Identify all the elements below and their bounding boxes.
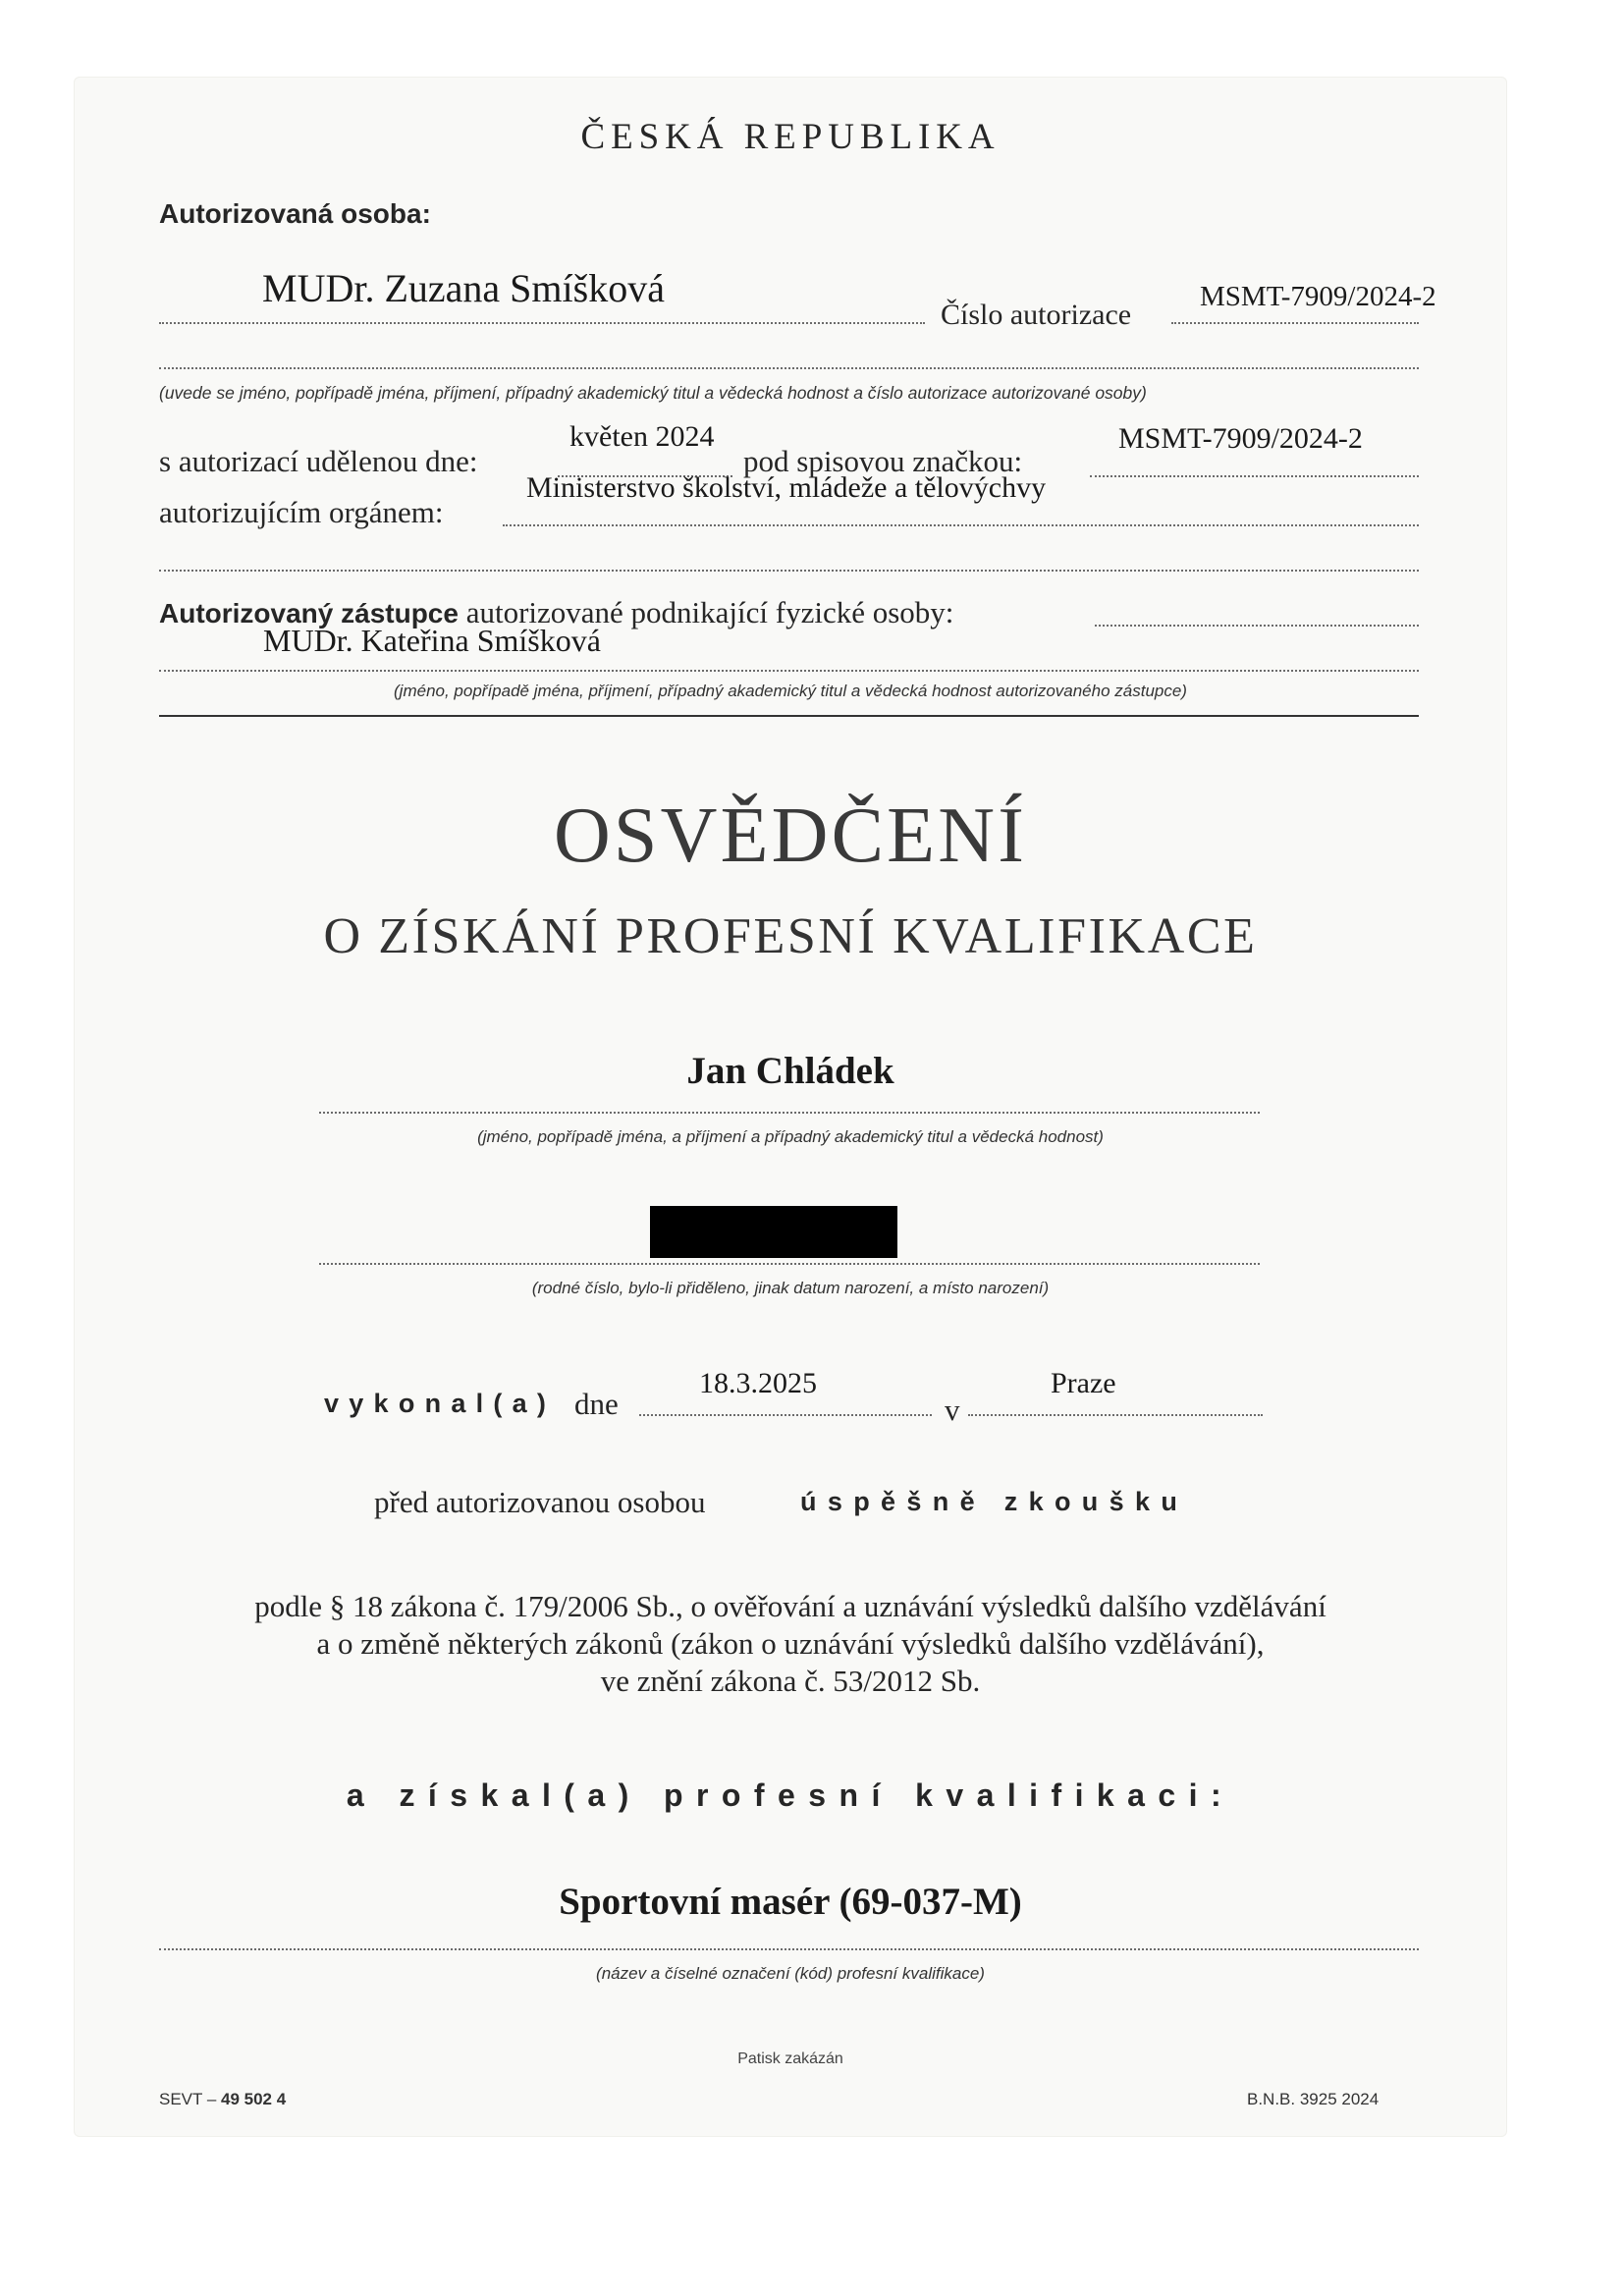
authorization-number-line	[1171, 322, 1419, 324]
exam-place-line	[968, 1414, 1263, 1416]
legal-text-line-3: ve znění zákona č. 53/2012 Sb.	[600, 1664, 981, 1698]
qualification-label: a získal(a) profesní kvalifikaci:	[346, 1777, 1235, 1813]
authority-value: Ministerstvo školství, mládeže a tělovýchvy	[526, 471, 1047, 504]
redacted-birth-data	[650, 1206, 897, 1258]
file-mark-line	[1090, 475, 1419, 477]
file-mark-value: MSMT-7909/2024-2	[1118, 422, 1363, 455]
performed-label: vykonal(a)	[324, 1389, 557, 1418]
birth-data-caption: (rodné číslo, bylo-li přiděleno, jinak datum narození, a místo narození)	[531, 1279, 1050, 1297]
authorization-number-value: MSMT-7909/2024-2	[1200, 281, 1436, 312]
authorization-number-label: Číslo autorizace	[941, 299, 1132, 331]
legal-text-line-2: a o změně některých zákonů (zákon o uznávání výsledků dalšího vzdělávání),	[316, 1626, 1265, 1661]
legal-text-line-1: podle § 18 zákona č. 179/2006 Sb., o ověřování a uznávání výsledků dalšího vzdělávání	[254, 1589, 1326, 1623]
exam-date-line	[639, 1414, 932, 1416]
qualification-name: Sportovní masér (69-037-M)	[559, 1881, 1022, 1923]
authority-line	[503, 524, 1419, 526]
representative-label-line	[1095, 625, 1419, 627]
representative-label-bold: Autorizovaný zástupce	[159, 598, 459, 629]
certificate-title: OSVĚDČENÍ	[553, 793, 1028, 879]
qualification-line	[159, 1948, 1419, 1950]
certificate-subtitle: O ZÍSKÁNÍ PROFESNÍ KVALIFIKACE	[323, 908, 1258, 964]
granted-date: květen 2024	[569, 420, 715, 453]
granted-label: s autorizací udělenou dne:	[159, 444, 478, 478]
authorized-person-label: Autorizovaná osoba:	[159, 198, 431, 229]
before-authorized-person-label: před autorizovanou osobou	[374, 1485, 706, 1519]
birth-data-line	[319, 1263, 1260, 1265]
authorized-person-line-2	[159, 367, 1419, 369]
holder-name-line	[319, 1112, 1260, 1114]
holder-name-caption: (jméno, popřípadě jména, a příjmení a případný akademický titul a vědecká hodnost)	[477, 1127, 1104, 1146]
authorized-person-caption: (uvede se jméno, popřípadě jména, příjmení, případný akademický titul a vědecká hodnost a číslo autorizace autorizované osoby)	[159, 383, 1147, 403]
representative-name-line	[159, 670, 1419, 672]
section-divider	[159, 715, 1419, 717]
footer-left-code-prefix: SEVT –	[159, 2090, 221, 2108]
exam-place-value: Praze	[1051, 1367, 1116, 1399]
exam-result: úspěšně zkoušku	[800, 1487, 1189, 1516]
footer-left-code-number: 49 502 4	[221, 2090, 287, 2108]
representative-label-rest: autorizované podnikající fyzické osoby:	[465, 595, 954, 629]
country-heading: ČESKÁ REPUBLIKA	[580, 117, 1001, 157]
authority-line-2	[159, 570, 1419, 572]
representative-name: MUDr. Kateřina Smíšková	[263, 623, 601, 658]
file-mark-label: pod spisovou značkou:	[743, 444, 1023, 478]
authorized-person-name: MUDr. Zuzana Smíšková	[262, 266, 665, 310]
holder-name: Jan Chládek	[686, 1050, 894, 1092]
footer-left-code	[159, 2090, 286, 2109]
exam-date-label: dne	[574, 1387, 619, 1421]
exam-place-label: v	[945, 1393, 960, 1427]
qualification-caption: (název a číselné označení (kód) profesní kvalifikace)	[596, 1964, 985, 1983]
representative-caption: (jméno, popřípadě jména, příjmení, případný akademický titul a vědecká hodnost autorizovaného zástupce)	[394, 682, 1187, 700]
authority-label: autorizujícím orgánem:	[159, 495, 444, 529]
reprint-notice: Patisk zakázán	[737, 2050, 843, 2067]
exam-date-value: 18.3.2025	[699, 1367, 817, 1399]
authorized-person-line	[159, 322, 925, 324]
footer-right-code: B.N.B. 3925 2024	[1247, 2090, 1380, 2108]
